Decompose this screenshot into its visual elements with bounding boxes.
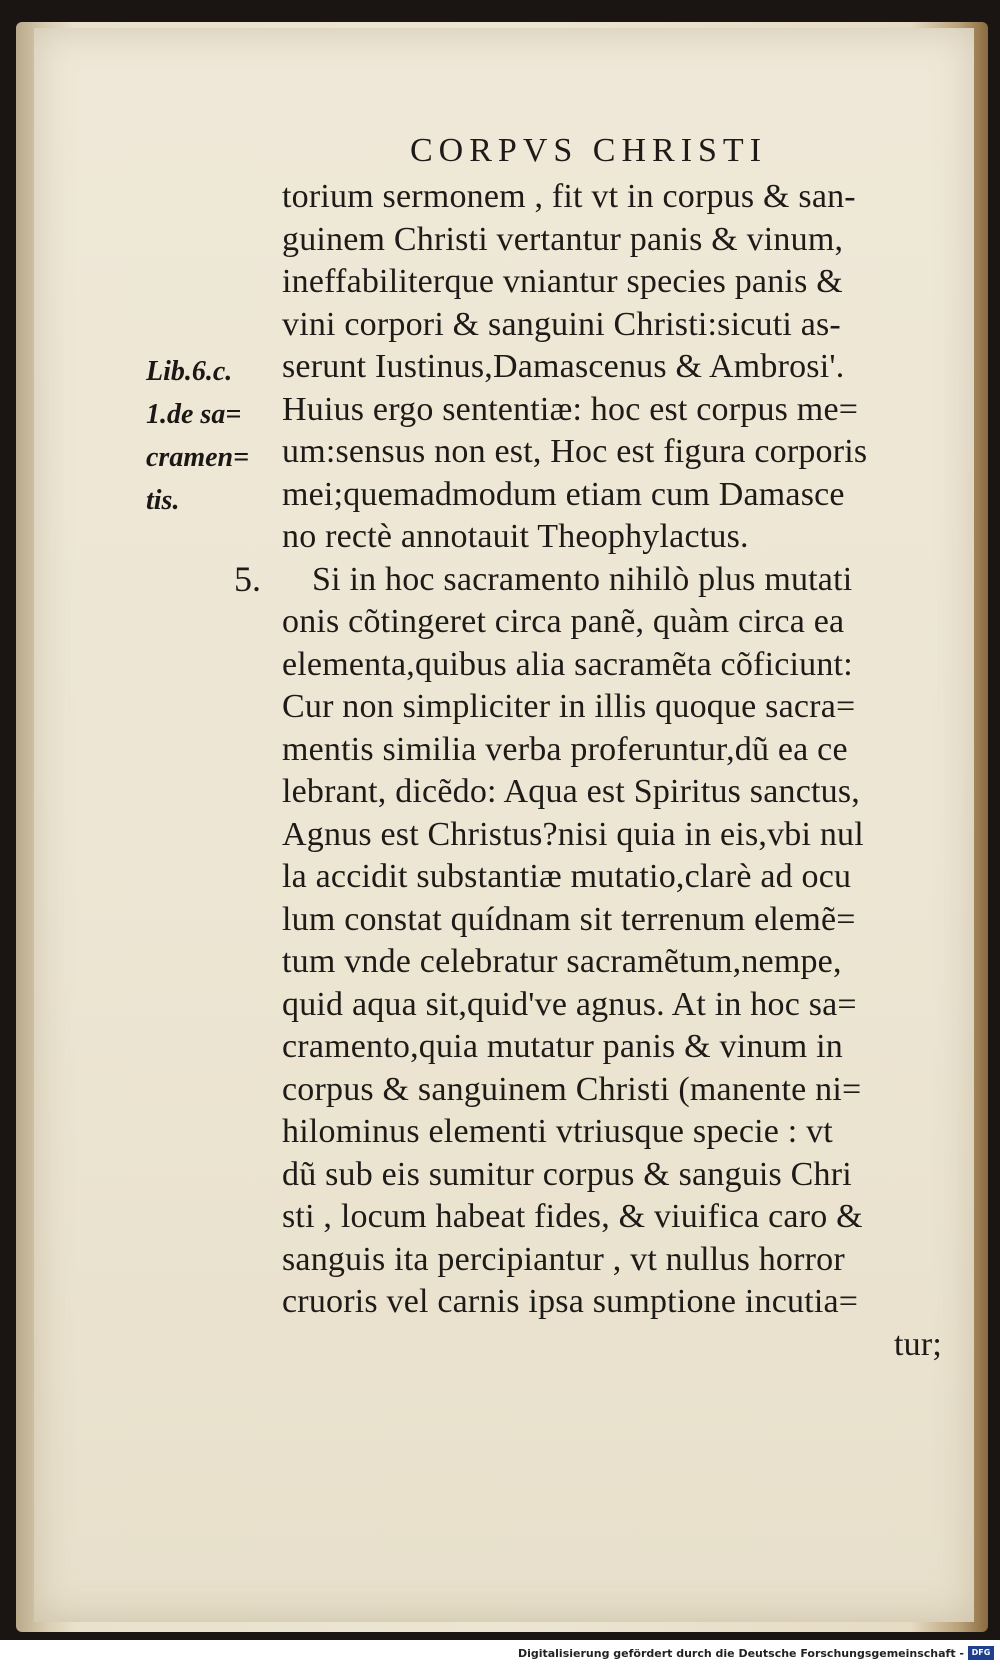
text-line: Cur non simpliciter in illis quoque sacra=: [282, 688, 856, 725]
section-number: 5.: [234, 559, 261, 599]
text-line: corpus & sanguinem Christi (manente ni=: [282, 1070, 862, 1108]
margin-note-line: Lib.6.c.: [146, 356, 233, 387]
text-line: guinem Christi vertantur panis & vinum,: [282, 220, 844, 258]
margin-note-line: 1.de sa=: [146, 399, 242, 430]
margin-note-line: tis.: [146, 485, 180, 516]
text-line: vini corpori & sanguini Christi:sicuti as-: [282, 305, 841, 343]
footer-bar: [0, 1640, 1000, 1673]
text-line: serunt Iustinus,Damascenus & Ambrosi'.: [282, 348, 845, 385]
text-line: hilominus elementi vtriusque specie : vt: [282, 1113, 833, 1150]
text-line: quid aqua sit,quid've agnus. At in hoc sa=: [282, 985, 857, 1023]
text-line: cruoris vel carnis ipsa sumptione incutia=: [282, 1283, 859, 1320]
text-line: Huius ergo sententiæ: hoc est corpus me=: [282, 390, 859, 428]
text-line: mentis similia verba proferuntur,dũ ea ce: [282, 730, 848, 768]
running-head: CORPVS CHRISTI: [410, 132, 768, 169]
text-line: lebrant, dicẽdo: Aqua est Spiritus sanctus,: [282, 773, 861, 810]
funding-credit: Digitalisierung gefördert durch die Deutsche Forschungsgemeinschaft -: [517, 1647, 964, 1660]
text-line: ineffabiliterque vniantur species panis &: [282, 263, 843, 300]
body-text: [282, 176, 962, 1366]
text-line: elementa,quibus alia sacramẽta cõficiunt:: [282, 645, 853, 683]
text-line: torium sermonem , fit vt in corpus & san-: [282, 178, 856, 215]
catchword: tur;: [893, 1325, 942, 1363]
margin-note-line: cramen=: [146, 442, 250, 473]
text-line: onis cõtingeret circa panẽ, quàm circa ea: [282, 603, 845, 640]
text-line: lum constat quídnam sit terrenum elemẽ=: [282, 900, 856, 938]
text-line: um:sensus non est, Hoc est figura corporis: [282, 433, 868, 470]
text-line: cramento,quia mutatur panis & vinum in: [282, 1028, 843, 1065]
text-line: Agnus est Christus?nisi quia in eis,vbi nul: [282, 815, 864, 853]
text-line: la accidit substantiæ mutatio,clarè ad ocu: [282, 858, 852, 895]
margin-note: [146, 350, 276, 522]
text-line: dũ sub eis sumitur corpus & sanguis Chri: [282, 1155, 852, 1193]
text-line: tum vnde celebratur sacramẽtum,nempe,: [282, 943, 842, 980]
text-line: sanguis ita percipiantur , vt nullus horror: [282, 1240, 845, 1278]
text-line: mei;quemadmodum etiam cum Damasce: [282, 475, 845, 513]
text-line: sti , locum habeat fides, & viuifica caro &: [282, 1198, 863, 1235]
dfg-logo-icon: DFG: [968, 1646, 994, 1660]
text-line: no rectè annotauit Theophylactus.: [282, 518, 749, 555]
text-line: Si in hoc sacramento nihilò plus mutati: [312, 560, 853, 598]
